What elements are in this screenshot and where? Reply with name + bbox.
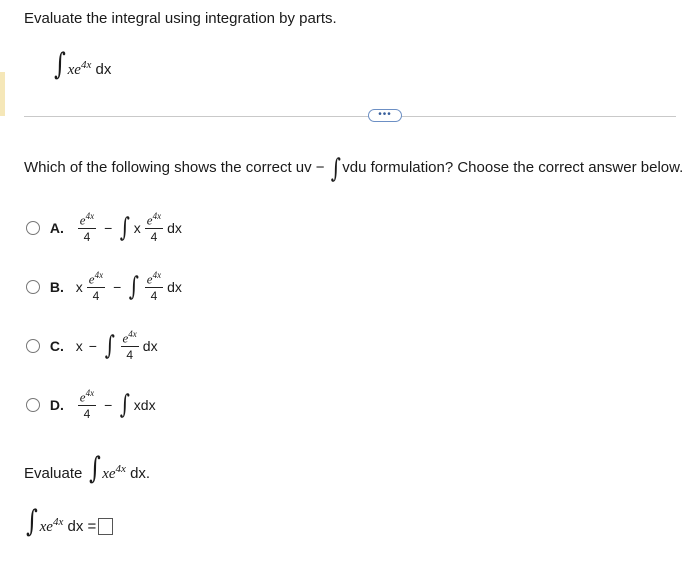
more-button[interactable]: •••	[368, 109, 402, 122]
option-c-letter: C.	[49, 337, 64, 354]
answer-input-box[interactable]	[98, 518, 113, 535]
integral-sign: ∫	[53, 47, 66, 82]
question-after: vdu formulation? Choose the correct answer below.	[342, 159, 684, 176]
integral-sign: ∫	[128, 271, 140, 302]
option-d[interactable]	[26, 389, 156, 420]
option-a-expression: $\frac{e^{4x}}{4}$ − ∫ x $\frac{e^{4x}}{4}$ dx	[79, 211, 182, 245]
radio-button-c[interactable]	[26, 339, 40, 353]
fraction: $\frac{e^{4x}}{4}$	[146, 270, 162, 304]
option-b-letter: B.	[49, 278, 64, 295]
integral-sign: ∫	[88, 451, 101, 486]
evaluate-label: Evaluate	[24, 465, 83, 482]
integrand: xe	[67, 62, 81, 78]
option-b[interactable]	[26, 271, 182, 302]
option-a[interactable]	[26, 212, 182, 243]
option-d-expression: $\frac{e^{4x}}{4}$ − ∫ xdx	[79, 388, 156, 422]
option-d-letter: D.	[49, 396, 64, 413]
option-c-expression: x − ∫ $\frac{e^{4x}}{4}$ dx	[75, 329, 158, 363]
integral-expression	[52, 47, 112, 82]
answer-row: ∫ $xe^{4x}$ dx =	[24, 507, 113, 537]
left-accent-bar	[0, 72, 5, 116]
differential: dx	[95, 61, 112, 78]
radio-button-b[interactable]	[26, 280, 40, 294]
question-integral-sign: ∫	[330, 154, 341, 184]
integral-sign: ∫	[119, 389, 131, 420]
fraction: $\frac{e^{4x}}{4}$	[146, 211, 162, 245]
option-b-expression: x $\frac{e^{4x}}{4}$ − ∫ $\frac{e^{4x}}{4}$ dx	[75, 270, 182, 304]
question-text	[24, 156, 683, 182]
fraction: $\frac{e^{4x}}{4}$	[79, 388, 95, 422]
option-a-letter: A.	[49, 219, 64, 236]
integral-sign: ∫	[104, 330, 115, 361]
option-c[interactable]	[26, 330, 158, 361]
radio-button-d[interactable]	[26, 398, 40, 412]
fraction: $\frac{e^{4x}}{4}$	[79, 211, 95, 245]
integral-sign: ∫	[25, 504, 38, 539]
section-divider	[24, 116, 676, 117]
question-before: Which of the following shows the correct uv −	[24, 159, 325, 176]
integral-sign: ∫	[119, 212, 131, 243]
evaluate-prompt: Evaluate ∫ $xe^{4x}$ dx.	[24, 451, 151, 486]
exponent: 4x	[80, 59, 92, 71]
fraction: $\frac{e^{4x}}{4}$	[88, 270, 104, 304]
fraction: $\frac{e^{4x}}{4}$	[122, 329, 137, 363]
radio-button-a[interactable]	[26, 221, 40, 235]
instruction-text: Evaluate the integral using integration by parts.	[24, 10, 337, 27]
